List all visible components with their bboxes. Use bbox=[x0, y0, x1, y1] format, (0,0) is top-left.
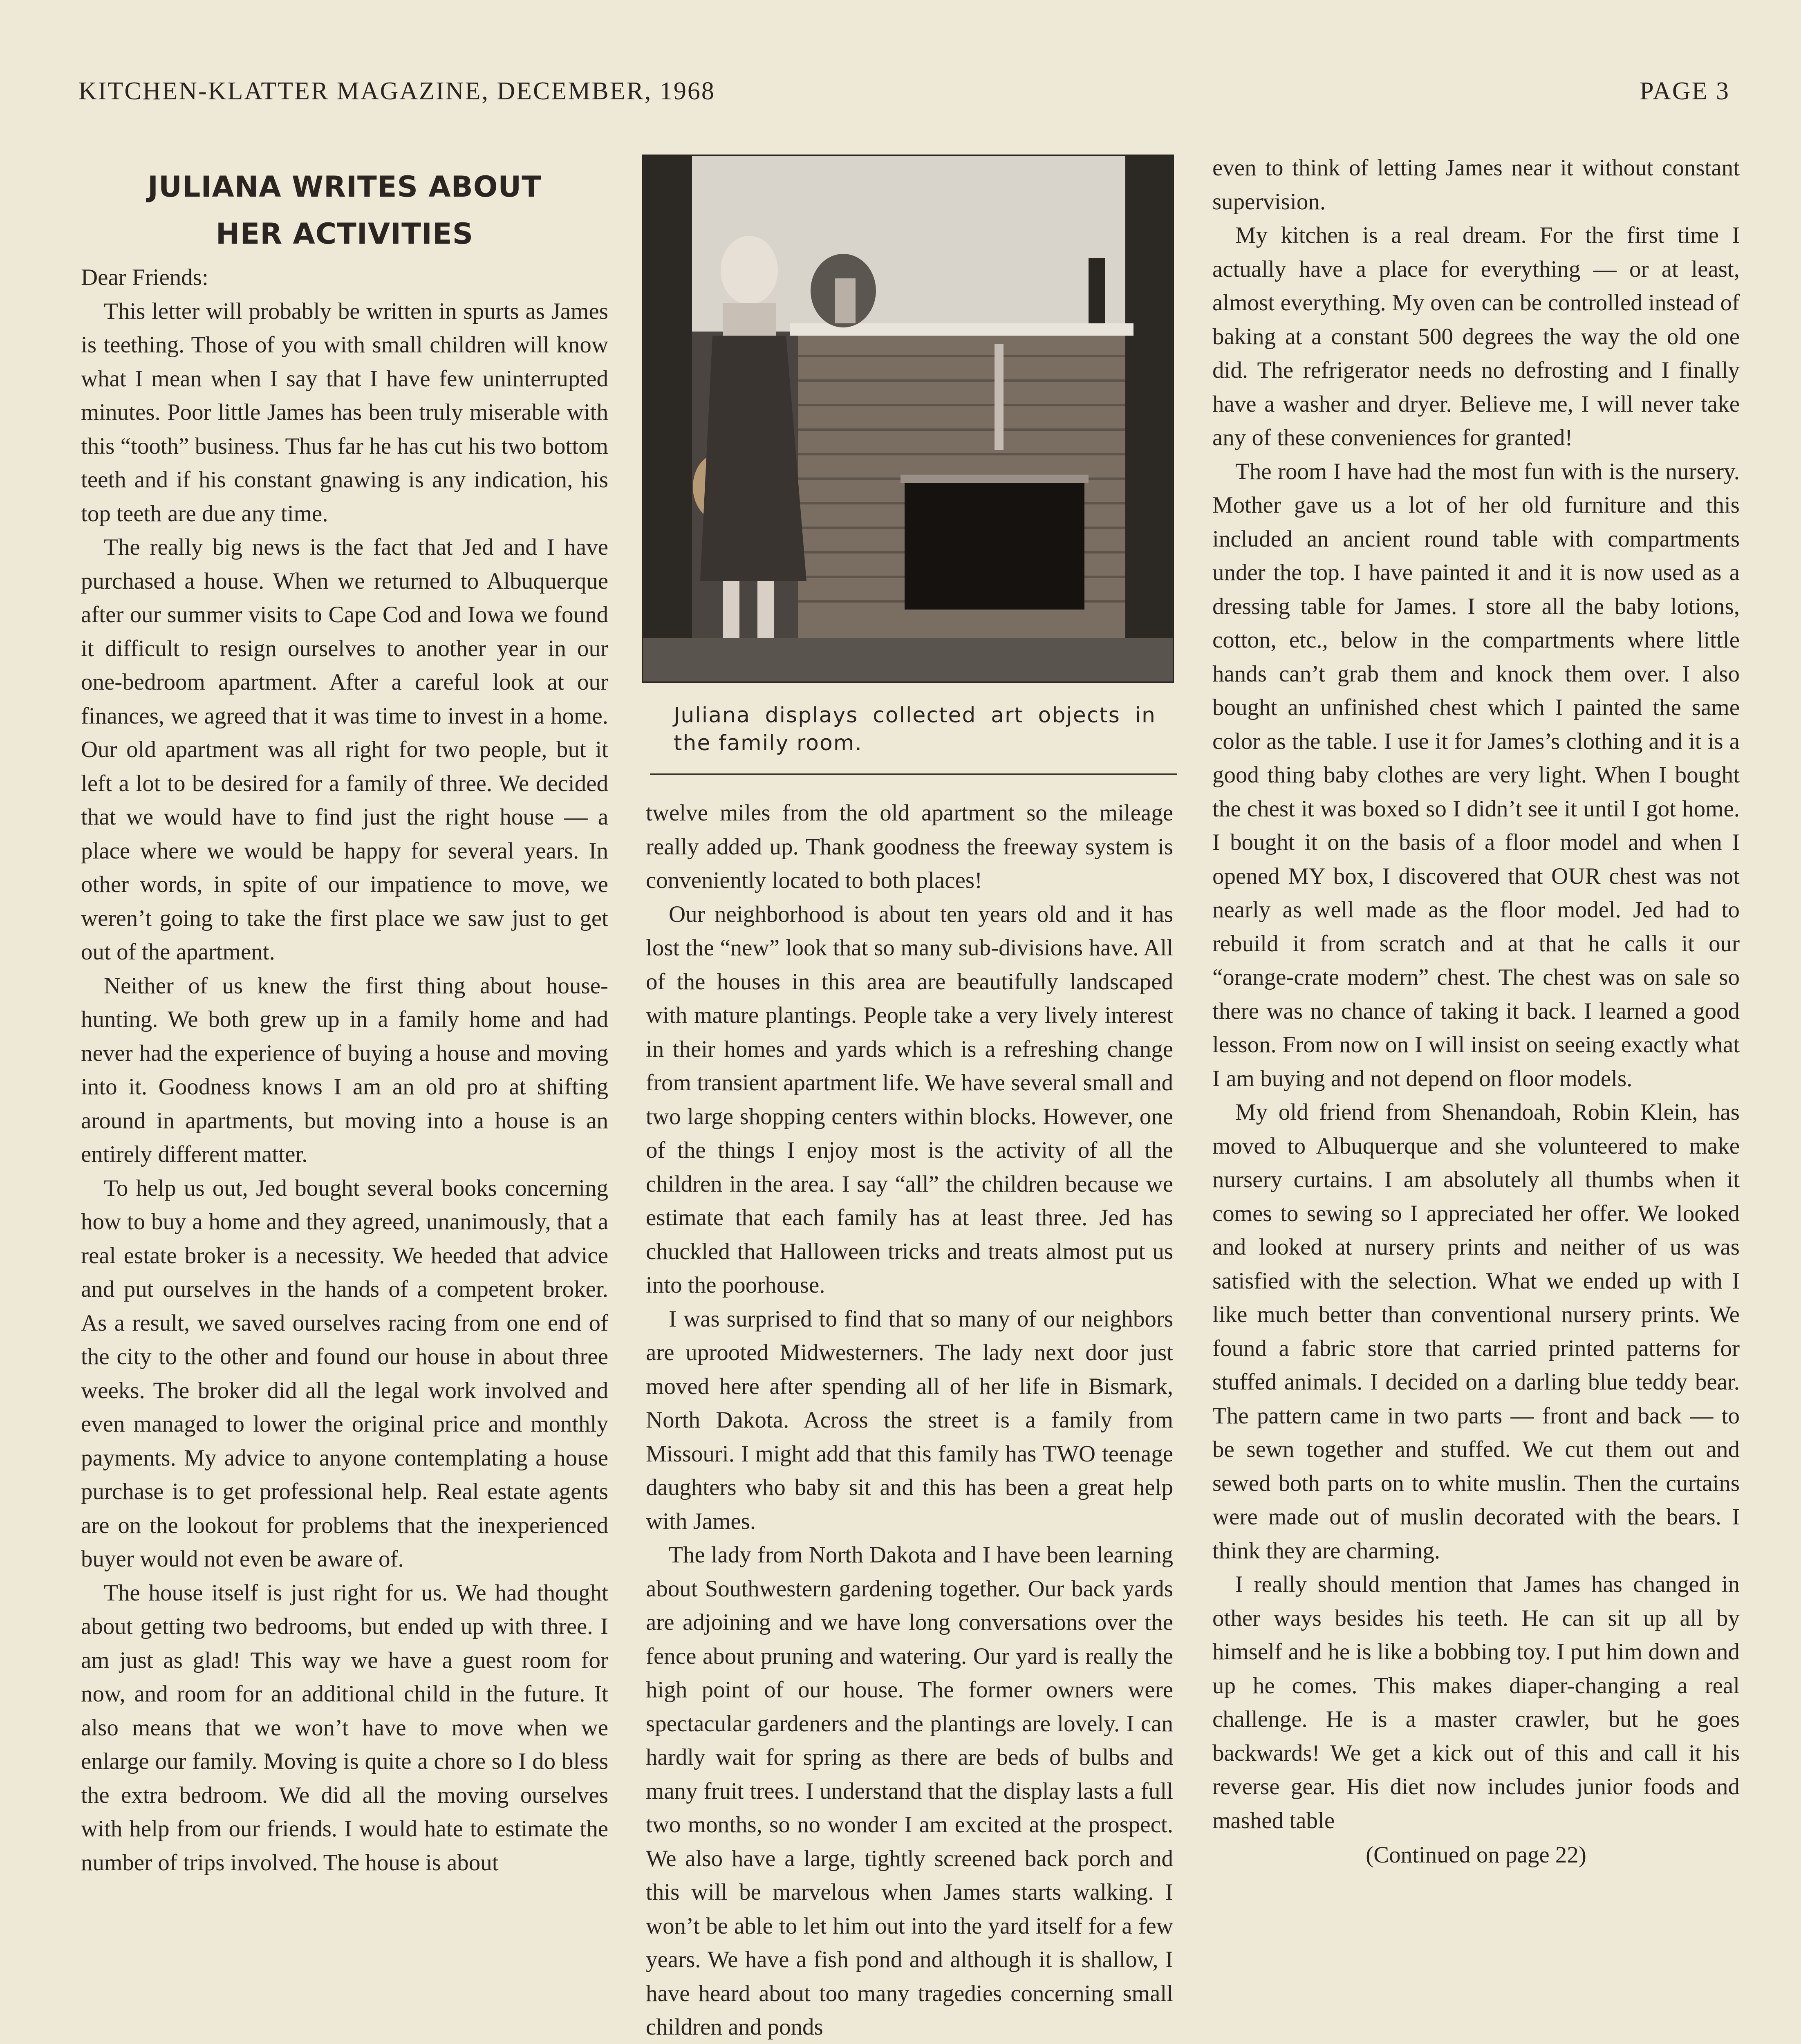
magazine-title: KITCHEN-KLATTER MAGAZINE, DECEMBER, 1968 bbox=[78, 77, 715, 105]
paragraph: The lady from North Dakota and I have been learning about Southwestern gardening together. Our back yards are adjoining and we have long conversations over the fence about pruning and watering. Our yard is really the high point of our house. The former owners were spectacular gardeners and the plantings are lovely. I can hardly wait for spring as there are beds of bulbs and many fruit trees. I understand that the display lasts a full two months, so no wonder I am excited at the prospect. We also have a large, tightly screened back porch and this will be marvelous when James starts walking. I won’t be able to let him out into the yard itself for a few years. We have a fish pond and although it is shallow, I have heard about too many tragedies concerning small children and ponds bbox=[646, 1542, 1173, 2040]
paragraph: I really should mention that James has changed in other ways besides his teeth. He can sit up all by himself and he is like a bobbing toy. I put him down and up he comes. This makes diaper-changing a real challenge. He is a master crawler, but he goes backwards! We get a kick out of this and call it his reverse gear. His diet now includes junior foods and mashed table bbox=[1212, 1571, 1740, 1833]
photo-caption: Juliana displays collected art objects in the family room. bbox=[674, 703, 1156, 755]
paragraph: Our neighborhood is about ten years old and it has lost the “new” look that so many sub-divisions have. All of the houses in this area are beautifully landscaped with mature plantings. People take a very lively interest in their homes and yards which is a refreshing change from transient apartment life. We have several small and two large shopping centers within blocks. However, one of the things I enjoy most is the activity of all the children in the area. I say “all” the children because we estimate that each family has at least three. Jed has chuckled that Halloween tricks and treats almost put us into the poorhouse. bbox=[646, 901, 1173, 1298]
article-title-line-1: JULIANA WRITES ABOUT bbox=[148, 170, 542, 204]
page-header bbox=[78, 77, 1730, 110]
article-title-line-2: HER ACTIVITIES bbox=[215, 217, 474, 251]
paragraph: The room I have had the most fun with is the nursery. Mother gave us a lot of her old furniture and this included an ancient round table with compartments under the top. I have painted it and it is now used as a dressing table for James. I store all the baby lotions, cotton, etc., below in the compartments where little hands can’t grab them and knock them over. I also bought an unfinished chest which I painted the same color as the table. I use it for James’s clothing and it is a good thing baby clothes are very light. When I bought the chest it was boxed so I didn’t see it until I got home. I bought it on the basis of a floor model and when I opened MY box, I discovered that OUR chest was not nearly as well made as the floor model. Jed had to rebuild it from scratch and at that he calls it our “orange-crate modern” chest. The chest was on sale so there was no chance of taking it back. I learned a good lesson. From now on I will insist on seeing exactly what I am buying and not depend on floor models. bbox=[1212, 458, 1740, 1091]
article-title bbox=[81, 164, 608, 258]
paragraph: twelve miles from the old apartment so the mileage really added up. Thank goodness the freeway system is conveniently located to both places! bbox=[646, 800, 1173, 893]
column-1 bbox=[81, 164, 608, 1880]
family-room-photo bbox=[642, 155, 1174, 683]
paragraph: To help us out, Jed bought several books concerning how to buy a home and they agreed, unanimously, that a real estate broker is a necessity. We heeded that advice and put ourselves in the hands of a competent broker. As a result, we saved ourselves racing from one end of the city to the other and found our house in about three weeks. The broker did all the legal work involved and even managed to lower the original price and monthly payments. My advice to anyone contemplating a house purchase is to get professional help. Real estate agents are on the lookout for problems that the inexperienced buyer would not even be aware of. bbox=[81, 1175, 608, 1572]
paragraph: Neither of us knew the first thing about house-hunting. We both grew up in a family home and had never had the experience of buying a house and moving into it. Goodness knows I am an old pro at shifting around in apartments, but moving into a house is an entirely different matter. bbox=[81, 973, 608, 1167]
paragraph: My old friend from Shenandoah, Robin Klein, has moved to Albuquerque and she volunteered to make nursery curtains. I am absolutely all thumbs when it comes to sewing so I appreciated her offer. We looked and looked at nursery prints and neither of us was satisfied with the selection. What we ended up with I like much better than conventional nursery prints. We found a fabric store that carried printed patterns for stuffed animals. I decided on a darling blue teddy bear. The pattern came in two parts — front and back — to be sewn together and stuffed. We cut them out and sewed both parts on to white muslin. Then the curtains were made out of muslin decorated with the bears. I think they are charming. bbox=[1212, 1099, 1740, 1564]
page-number: PAGE 3 bbox=[1640, 77, 1730, 105]
caption-divider bbox=[650, 773, 1177, 775]
continued-note: (Continued on page 22) bbox=[1366, 1842, 1586, 1868]
paragraph: even to think of letting James near it without constant supervision. bbox=[1212, 155, 1740, 215]
photo-illustration bbox=[643, 156, 1173, 681]
greeting: Dear Friends: bbox=[81, 264, 208, 290]
paragraph: The house itself is just right for us. We had thought about getting two bedrooms, but ended up with three. I am just as glad! This way we have a guest room for now, and room for an additional child in the future. It also means that we won’t have to move when we enlarge our family. Moving is quite a chore so I do bless the extra bedroom. We did all the moving ourselves with help from our friends. I would hate to estimate the number of trips involved. The house is about bbox=[81, 1580, 608, 1876]
paragraph: The really big news is the fact that Jed and I have purchased a house. When we returned to Albuquerque after our summer visits to Cape Cod and Iowa we found it difficult to resign ourselves to another year in our one-bedroom apartment. After a careful look at our finances, we agreed that it was time to invest in a home. Our old apartment was all right for two people, but it left a lot to be desired for a family of three. We decided that we would have to find just the right house — a place where we would be happy for several years. In other words, in spite of our impatience to move, we weren’t going to take the first place we saw just to get out of the apartment. bbox=[81, 534, 608, 965]
paragraph: This letter will probably be written in spurts as James is teething. Those of you with small children will know what I mean when I say that I have few uninterrupted minutes. Poor little James has been truly miserable with this “tooth” business. Thus far he has cut his two bottom teeth and if his constant gnawing is any indication, his top teeth are due any time. bbox=[81, 298, 608, 527]
paragraph: I was surprised to find that so many of our neighbors are uprooted Midwesterners. The lady next door just moved here after spending all of her life in Bismark, North Dakota. Across the street is a family from Missouri. I might add that this family has TWO teenage daughters who baby sit and this has been a great help with James. bbox=[646, 1306, 1173, 1534]
paragraph: My kitchen is a real dream. For the first time I actually have a place for everything — or at least, almost everything. My oven can be controlled instead of baking at a constant 500 degrees the way the old one did. The refrigerator needs no defrosting and I finally have a washer and dryer. Believe me, I will never take any of these conveniences for granted! bbox=[1212, 222, 1740, 450]
column-2 bbox=[646, 796, 1173, 2044]
column-3 bbox=[1212, 151, 1740, 1872]
